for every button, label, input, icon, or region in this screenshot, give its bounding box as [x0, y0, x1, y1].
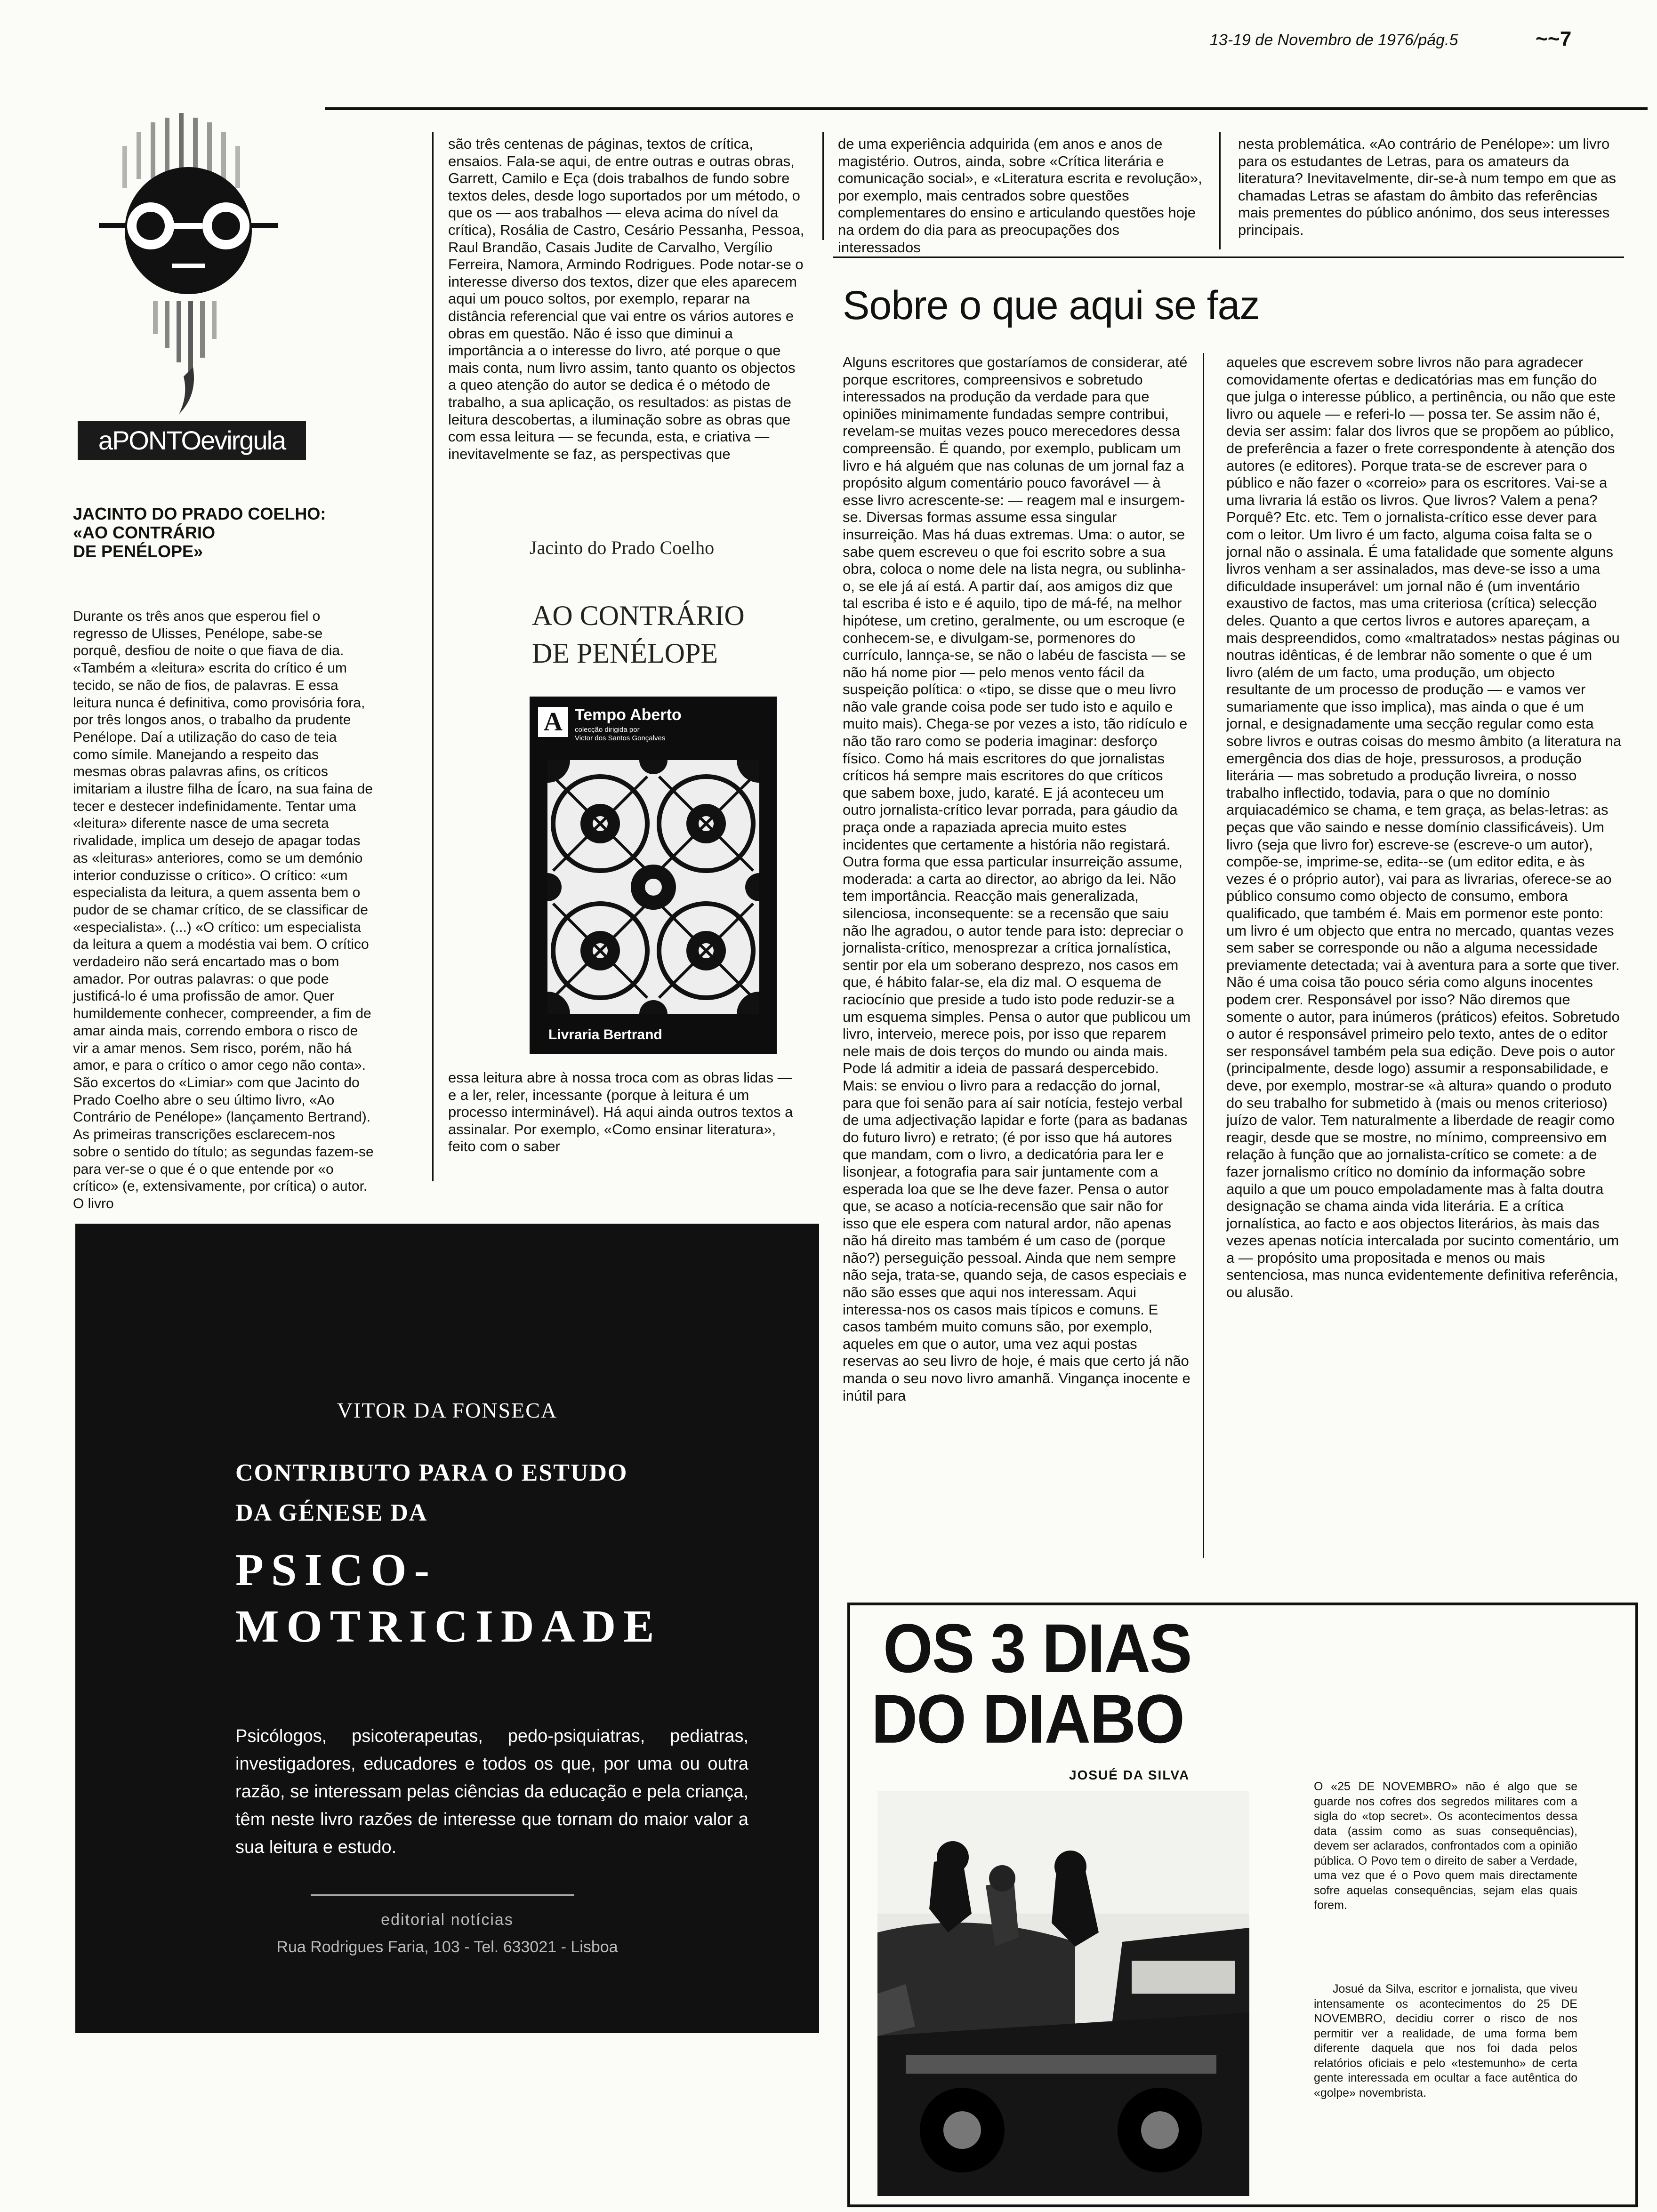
- review-title-line-2: «AO CONTRÁRIO: [73, 523, 216, 542]
- series-subtitle-2: Victor dos Santos Gonçalves: [575, 734, 666, 742]
- article-right-text: aqueles que escrevem sobre livros não para agradecer comovidamente ofertas e dedicatórias mas em função do que julga o interesse público, a pertinência, ou não que este livro ou aquele — e referi-lo — possa ter. Se assim não é, devia ser assim: falar dos livros que se propõem ao público, de preferência a fazer o frete correspondente à atenção dos autores (e editores). Porque trata-se de escrever para o público e não fazer o «correio» para os escritores. Vai-se a uma livraria lá estão os livros. Que livros? Valem a pena? Porquê? Etc. etc. Tem o jornalista-crítico esse dever para com o leitor. Um livro é um facto, alguma coisa falta se o jornal não o assinala. É uma fatalidade que somente alguns livros venham a ser assinalados, mas deve-se isso a uma dificuldade insuperável: um jornal não é (um inventário exaustivo de factos, mas uma criteriosa (crítica) selecção deles. Quanto a que certos livros e autores apareçam, a mais despreendidos, como «maltratados» nestas páginas ou noutras idênticas, é de lembrar não somente o que é um livro (além de um facto, uma produção, um objecto resultante de um processo de produção — e vamos ver sumariamente que isso implica), mas ainda o que é um jornal, e designadamente uma secção regular como esta sobre livros e outras coisas do mesmo âmbito (a literatura na emergência dos dias de hoje, pressurosos, a produção literária — mas sobretudo a produção livreira, o nosso trabalho inflectido, todavia, para o que no domínio arquiacadémico se chama, e tem graça, as belas-letras: as peças que vão saindo e nesse domínio classificáveis). Um livro (seja que livro for) escreve-se (escreve-o um autor), compõe-se, imprime-se, edita--se (um editor edita, e às vezes é o próprio autor), vai para as livrarias, oferece-se ao público consumo como objecto de consumo, embora qualificado, que também é. Mais em pormenor este ponto: um livro é um objecto que entra no mercado, quantas vezes sem saber se corresponde ou não a alguma necessidade previamente detectada; vai à aventura para a sorte que tiver. Não é uma coisa tão pouco séria como alguns inocentes podem crer. Responsável por isso? Não diremos que somente o autor, para inúmeros (práticos) efeitos. Sobretudo o autor é responsável primeiro pelo texto, antes de o editor ser responsável também pela sua edição. Deve pois o autor (principalmente, desde logo) assumir a responsabilidade, e deve, por exemplo, mostrar-se «à altura» quando o produto do seu trabalho for submetido à (mais ou menos criterioso) juízo de valor. Tem naturalmente a liberdade de reagir como reagir, desde que se mostre, no mínimo, compreensivo em relação à função que ao jornalista-crítico se comete: a de fazer jornalismo crítico no domínio da informação sobre aquilo a que um pouco empoladamente mas à falta doutra designação se chama ainda vida literária. E a crítica jornalística, ao facto e aos objectos literários, às mais das vezes apenas notícia intercalada por sucinto comentário, um a — propósito uma propositada e menos ou mais sentenciosa, mas nunca evidentemente definitiva referência, ou alusão.: [1226, 354, 1622, 1301]
- fonseca-big-line-2: MOTRICIDADE: [235, 1601, 662, 1652]
- diabo-title-line-1: OS 3 DIAS: [883, 1609, 1191, 1687]
- article-left-text: Alguns escritores que gostaríamos de considerar, até porque escritores, compreensivos e sobretudo interessados na produção da verdade para que opiniões minimamente fundadas sempre contribui, revelam-se muitas vezes pouco merecedores dessa compreensão. É quando, por exemplo, publicam um livro e há alguém que nas colunas de um jornal faz a propósito algum comentário pouco favorável — à esse livro acrescente-se: — reagem mal e insurgem-se. Diversas formas assume essa singular insurreição. Mas há duas extremas. Uma: o autor, se sabe quem escreveu o que foi escrito sobre a sua obra, coloca o nome dele na lista negra, ou sublinha-o, se ele já aí está. A partir daí, aos amigos diz que tal escriba é isto e é aquilo, tipo de má-fé, na melhor hipótese, um cretino, geralmente, ou um escroque (e conhecem-se, e divulgam-se, pormenores do currículo, lannça-se, se não o labéu de fascista — se não há nome pior — pelo menos vento fácil da suspeição política: o «tipo, se disse que o meu livro não vale grande coisa pode ser tudo isto e aquilo e muito mais). Chega-se por vezes a isto, tão ridículo e não tão raro como se poderia imaginar: desforço físico. Como há mais escritores do que jornalistas críticos há sempre mais escritores do que críticos que sabem boxe, judo, karaté. E já aconteceu um outro jornalista-crítico levar porrada, para gáudio da praça onde a rapaziada aprecia muito estes incidentes que certamente a história não registará. Outra forma que essa particular insurreição assume, moderada: a carta ao director, ao abrigo da lei. Não tem importância. Reacção mais generalizada, silenciosa, inconsequente: se a recensão que saiu não lhe agradou, o autor tende para isto: depreciar o jornalista-crítico, menosprezar a crítica jornalística, sentir por ela um soberano desprezo, nos casos em que, é hábito falar-se, ela diz mal. O esquema de raciocínio que preside a tudo isto pode reduzir-se a um esquema simples. Pensa o autor que publicou um livro, interveio, merece pois, por isso que reparem nele mais de dois terços do mundo ou ainda mais. Pode lá admitir a ideia de passará despercebido. Mais: se enviou o livro para a redacção do jornal, para que foi senão para aí sair notícia, festejo verbal de uma adjectivação lapidar e forte (para as badanas do futuro livro) e retrato; (é por isso que há autores que mandam, com o livro, a dedicatória para ler e lisonjear, a fotografia para sair juntamente com a esperada loa que se lhe deve fazer. Pensa o autor que, se acaso a notícia-recensão que sair não for isso que ele espera com natural ardor, não apenas não há direito mas também é um caso de (porque não?) perseguição pessoal. Ainda que nem sempre não seja, trata-se, quando seja, de casos especiais e não são esses que aqui nos interessam. Aqui interessa-nos os casos mais típicos e comuns. E casos também muito comuns são, por exemplo, aqueles em que o autor, uma vez aqui postas reservas ao seu livro de hoje, é mais que certo já não manda o seu novo livro amanhã. Vingança inocente e inútil para: [843, 354, 1191, 1404]
- review-col2-bottom-text: essa leitura abre à nossa troca com as obras lidas — e a ler, reler, incessante (porque à leitura é um processo interminável). Há aqui ainda outros textos a assinalar. Por exemplo, «Como ensinar literatura», feito com o saber: [448, 1069, 793, 1155]
- diabo-text-1: O «25 DE NOVEMBRO» não é algo que se guarde nos cofres dos segredos militares com a sigla do «top secret». Os acontecimentos dessa data (assim como as suas consequências), devem ser aclarados, confrontados com a opinião pública. O Povo tem o direito de saber a Verdade, uma vez que é o Povo quem mais directamente sofre aquelas consequências, sejam elas quais forem.: [1314, 1780, 1577, 1912]
- article-right-column: [1226, 354, 1622, 1301]
- logo-face-icon: [75, 113, 301, 419]
- review-title-line-3: DE PENÉLOPE»: [73, 542, 203, 561]
- review-column-3-top: [838, 136, 1205, 256]
- diabo-author: JOSUÉ DA SILVA: [1069, 1768, 1190, 1782]
- book-cover-image: [530, 697, 777, 1054]
- header-rule: [325, 107, 1648, 110]
- article-top-rule: [833, 256, 1624, 258]
- review-column-4-top: [1238, 136, 1624, 239]
- page-mark: ~ ~ 7: [1536, 27, 1569, 50]
- logo-label: aPONTOevirgula: [98, 425, 286, 455]
- series-title: Tempo Aberto: [575, 706, 682, 724]
- issue-date-line: 13-19 de Novembro de 1976/pág.5: [1210, 31, 1458, 49]
- fonseca-book-ad: [75, 1224, 819, 2033]
- review-column-1: [73, 608, 374, 1213]
- review-col2-top-text: são três centenas de páginas, textos de crítica, ensaios. Fala-se aqui, de entre outras e outras obras, Garrett, Camilo e Eça (dois trabalhos de fundo sobre textos deles, desde logo suportados por um método, o que os — aos trabalhos — eleva acima do nível da crítica), Rosália de Castro, Cesário Pessanha, Pessoa, Raul Brandão, Casais Judite de Carvalho, Vergílio Ferreira, Namora, Armindo Rodrigues. Pode notar-se o interesse diverso dos textos, dizer que eles aparecem aqui um pouco soltos, por exemplo, reparar na distância referencial que vai entre os vários autores e obras em questão. Não é isso que diminui a importância a o interesse do livro, até porque o que mais conta, num livro assim, tanto quanto os objectos a queo atenção do autor se dedica é o método de trabalho, a sua aplicação, os resultados: as pistas de leitura descobertas, a iluminação sobre as obras que com essa leitura — se fecunda, esta, e criativa — inevitavelmente se faz, as perspectivas que: [448, 136, 804, 462]
- fonseca-body: Psicólogos, psicoterapeutas, pedo-psiquiatras, pediatras, investigadores, educadores e todos os que, por uma ou outra razão, se interessam pelas ciências da educação e pela criança, têm neste livro razões de interesse que tornam do maior valor a sua leitura e estudo.: [235, 1726, 748, 1857]
- diabo-text-2: Josué da Silva, escritor e jornalista, que viveu intensamente os acontecimentos do 25 DE NOVEMBRO, decidiu correr o risco de nos permitir ver a realidade, de uma forma bem diferente daquela que nos foi dada pelos relatórios oficiais e pelo «testemunho» de certa gente interessada em ocultar a face autêntica do «golpe» novembrista.: [1314, 1982, 1577, 2100]
- book-publisher: Livraria Bertrand: [548, 1027, 662, 1042]
- diabo-book-ad: [847, 1603, 1638, 2207]
- fonseca-publisher: editorial notícias: [381, 1911, 514, 1929]
- column-rule-1: [432, 132, 434, 1181]
- review-title: [73, 505, 365, 561]
- logo-label-box: [78, 421, 306, 460]
- review-column-2-top: [448, 136, 806, 463]
- column-rule-3: [1219, 132, 1221, 249]
- review-title-line-1: JACINTO DO PRADO COELHO:: [73, 504, 326, 523]
- book-title-line-2: DE PENÉLOPE: [532, 638, 718, 669]
- tile-pattern: [547, 760, 759, 1014]
- review-col4-top-text: nesta problemática. «Ao contrário de Penélope»: um livro para os estudantes de Letras, para os amateurs da literatura? Inevitavelmente, dir-se-à num tempo em que as chamadas Letras se afastam do âmbito das referências mais prementes do público anónimo, dos seus interesses principais.: [1238, 136, 1616, 238]
- review-col1-text: Durante os três anos que esperou fiel o regresso de Ulisses, Penélope, sabe-se porquê, desfiou de noite o que fiava de dia. «Também a «leitura» escrita do crítico é um tecido, se não de fios, de palavras. E essa leitura nunca é definitiva, como provisória fora, por três longos anos, o trabalho da prudente Penélope. Daí a utilização do caso de teia como símile. Manejando a respeito das mesmas obras palavras afins, os críticos imitariam a ilustre filha de Ícaro, na sua faina de tecer e destecer indefinidamente. Tentar uma «leitura» diferente nasce de uma secreta rivalidade, implica um desejo de apagar todas as «leituras» anteriores, como se um demónio interior conduzisse o crítico». O crítico: «um especialista da leitura, a quem assenta bem o pudor de se chamar crítico, de se classificar de «especialista». (...) «O crítico: um especialista da leitura a quem a modéstia vai bem. O crítico verdadeiro não será encartado mas o bom amador. Por outras palavras: o que pode justificá-lo é uma profissão de amor. Quer humildemente conhecer, compreender, a fim de amar ainda mais, correndo embora o risco de vir a amar menos. Sem risco, porém, não há amor, e para o crítico o amor cego não conta». São excertos do «Limiar» com que Jacinto do Prado Coelho abre o seu último livro, «Ao Contrário de Penélope» (lançamento Bertrand). As primeiras transcrições esclarecem-nos sobre o sentido do título; as segundas fazem-se para ver-se o que é o que entende por «o crítico» (e, extensivamente, por crítica) o autor. O livro: [73, 609, 374, 1211]
- column-rule-2: [822, 132, 824, 240]
- fonseca-author: VITOR DA FONSECA: [337, 1398, 558, 1422]
- article-headline: Sobre o que aqui se faz: [843, 283, 1260, 328]
- fonseca-title-line-1: CONTRIBUTO PARA O ESTUDO: [235, 1459, 628, 1486]
- book-author: Jacinto do Prado Coelho: [530, 537, 715, 558]
- review-column-2-bottom: [448, 1069, 796, 1155]
- column-rule-4: [1203, 353, 1204, 1558]
- series-logo-icon: A: [538, 707, 568, 737]
- fonseca-big-line-1: PSICO-: [235, 1545, 437, 1595]
- soldiers-photo: [877, 1791, 1249, 2196]
- diabo-title-line-2: DO DIABO: [871, 1680, 1184, 1758]
- book-title-line-1: AO CONTRÁRIO: [532, 600, 745, 631]
- article-left-column: [843, 354, 1191, 1404]
- book-title: [532, 597, 745, 672]
- series-subtitle-1: colecção dirigida por: [575, 726, 640, 734]
- fonseca-address: Rua Rodrigues Faria, 103 - Tel. 633021 - Lisboa: [276, 1938, 618, 1956]
- fonseca-divider: [311, 1894, 574, 1896]
- review-col3-top-text: de uma experiência adquirida (em anos e anos de magistério. Outros, ainda, sobre «Crítica literária e comunicação social», e «Literatura escrita e revolução», por exemplo, mais centrados sobre questões complementares do ensino e articulando questões hoje na ordem do dia para as preocupações dos interessados: [838, 136, 1202, 256]
- fonseca-title-line-2: DA GÉNESE DA: [235, 1499, 428, 1526]
